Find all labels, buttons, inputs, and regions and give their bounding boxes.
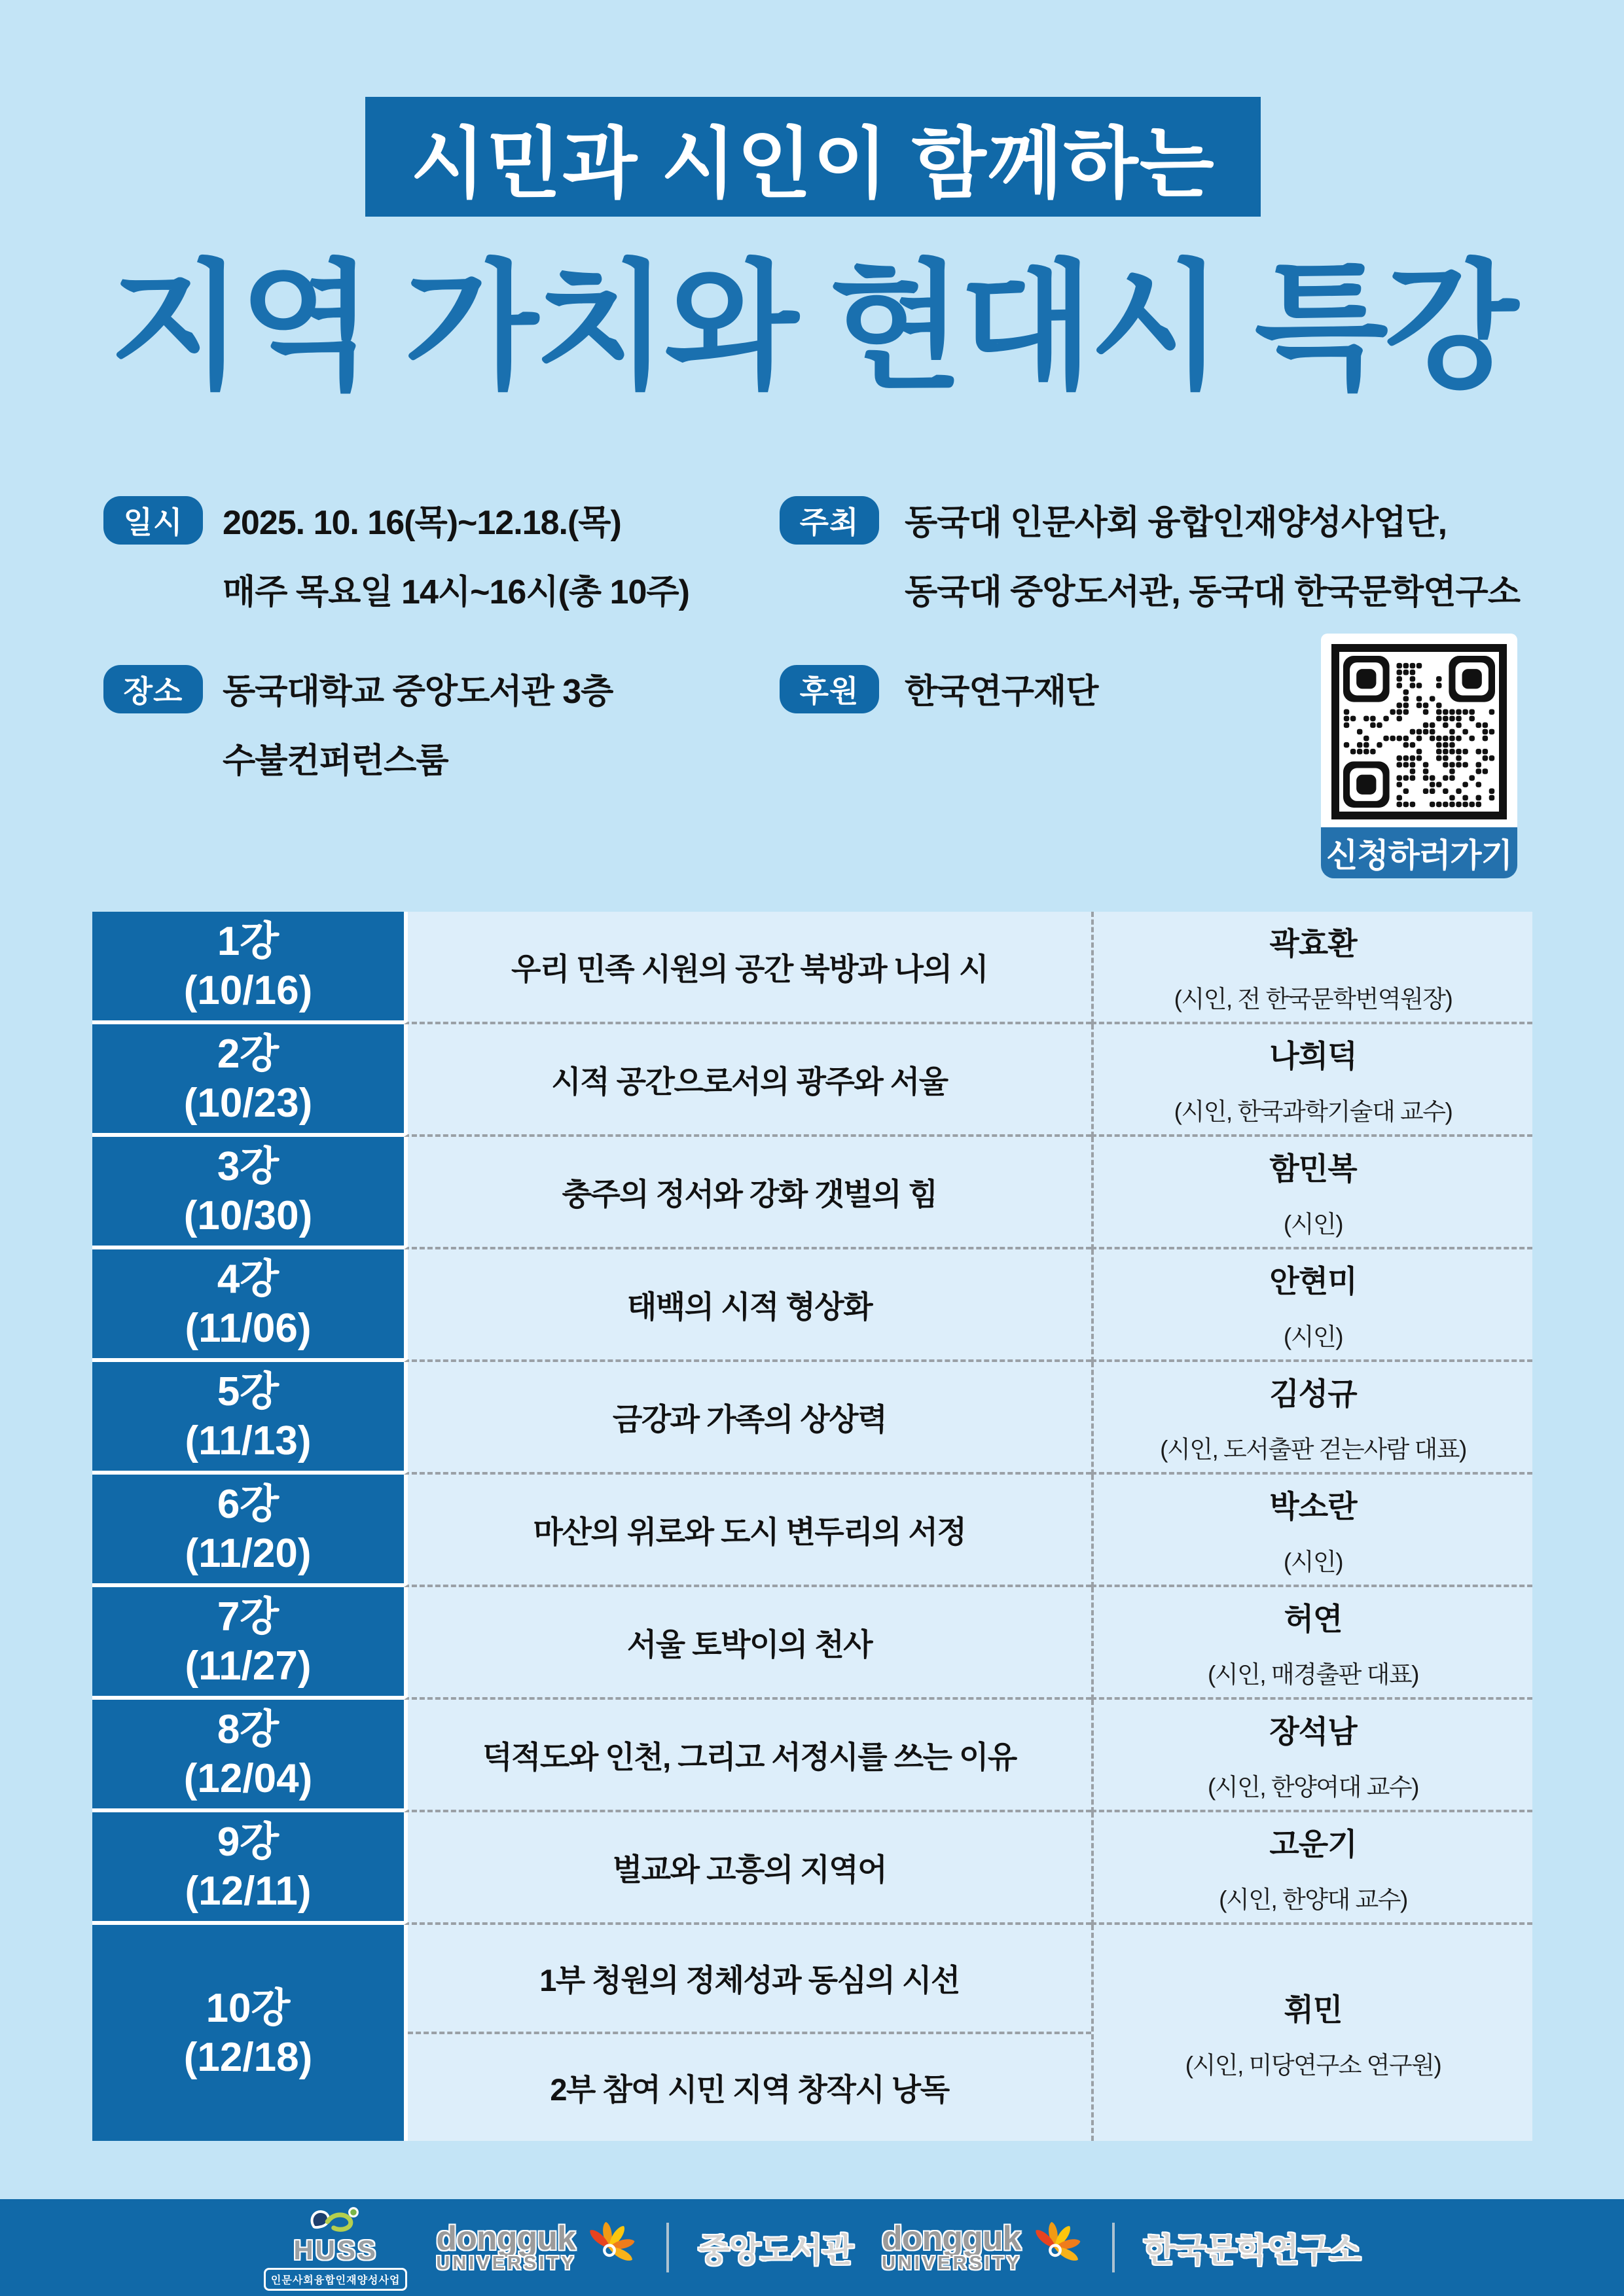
date-line1: 2025. 10. 16(목)~12.18.(목)	[223, 504, 621, 542]
banner-text: 시민과 시인이 함께하는	[410, 120, 1216, 207]
institute-label: 한국문학연구소	[1143, 2232, 1361, 2269]
topic-cell	[404, 1925, 1091, 2141]
topic-part1	[408, 1925, 1091, 2034]
session-date: (11/27)	[185, 1643, 312, 1689]
topic-text: 우리 민족 시원의 공간 북방과 나의 시	[511, 951, 988, 986]
schedule-table	[92, 912, 1532, 2141]
session-cell	[92, 1137, 404, 1249]
dongguk-university-text: UNIVERSITY	[436, 2252, 577, 2274]
table-row	[92, 1249, 1532, 1362]
topic-cell	[404, 1362, 1091, 1475]
lecturer-name: 김성규	[1269, 1376, 1357, 1411]
session-cell	[92, 1700, 404, 1812]
topic-cell	[404, 1137, 1091, 1249]
session-cell	[92, 1024, 404, 1137]
banner	[365, 97, 1261, 217]
session-date: (10/16)	[183, 968, 313, 1013]
dongguk-logo-2	[882, 2219, 1083, 2276]
session-date: (11/13)	[185, 1418, 312, 1463]
session-cell	[92, 912, 404, 1024]
dongguk-flower-icon	[581, 2219, 638, 2276]
session-date: (12/11)	[185, 1869, 312, 1914]
session-number: 9강	[217, 1819, 280, 1865]
topic-text: 서울 토박이의 천사	[626, 1626, 873, 1662]
topic-text: 태백의 시적 형상화	[626, 1289, 873, 1324]
table-row	[92, 1362, 1532, 1475]
huss-logo	[264, 2205, 407, 2291]
lecturer-affiliation: (시인, 한국과학기술대 교수)	[1174, 1098, 1453, 1125]
huss-subtitle: 인문사회융합인재양성사업	[264, 2268, 407, 2291]
dongguk-university-text: UNIVERSITY	[881, 2252, 1022, 2274]
lecturer-affiliation: (시인)	[1283, 1548, 1343, 1575]
topic-text: 2부 참여 시민 지역 창작시 낭독	[550, 2072, 949, 2107]
table-row	[92, 1137, 1532, 1249]
topic-cell	[404, 1249, 1091, 1362]
lecturer-affiliation: (시인, 전 한국문학번역원장)	[1174, 985, 1453, 1013]
huss-wordmark: HUSS	[293, 2234, 378, 2265]
session-date: (10/30)	[183, 1193, 313, 1238]
lecturer-cell	[1091, 1475, 1532, 1587]
topic-text: 시적 공간으로서의 광주와 서울	[551, 1064, 948, 1099]
topic-text: 벌교와 고흥의 지역어	[612, 1852, 887, 1887]
topic-text: 금강과 가족의 상상력	[612, 1401, 887, 1437]
lecturer-cell	[1091, 1137, 1532, 1249]
host-line2: 동국대 중앙도서관, 동국대 한국문학연구소	[905, 573, 1520, 611]
topic-text: 마산의 위로와 도시 변두리의 서정	[533, 1514, 966, 1549]
lecturer-name: 휘민	[1284, 1992, 1343, 2027]
topic-text: 덕적도와 인천, 그리고 서정시를 쓰는 이유	[482, 1739, 1017, 1774]
library-label: 중앙도서관	[698, 2232, 853, 2269]
host-badge: 주최	[780, 496, 879, 545]
topic-text: 1부 청원의 정체성과 동심의 시선	[539, 1963, 960, 1998]
lecturer-cell	[1091, 1024, 1532, 1137]
table-row	[92, 912, 1532, 1024]
lecturer-name: 곽효환	[1269, 925, 1357, 961]
footer-divider	[1112, 2223, 1115, 2272]
session-number: 2강	[217, 1031, 280, 1077]
date-line2: 매주 목요일 14시~16시(총 10주)	[223, 573, 689, 611]
lecturer-cell	[1091, 1362, 1532, 1475]
session-cell	[92, 1475, 404, 1587]
lecturer-affiliation: (시인, 한양여대 교수)	[1208, 1773, 1418, 1801]
lecturer-cell	[1091, 1249, 1532, 1362]
dongguk-wordmark: dongguk	[436, 2219, 575, 2257]
lecturer-name: 함민복	[1269, 1151, 1357, 1186]
date-badge: 일시	[103, 496, 203, 545]
topic-cell	[404, 912, 1091, 1024]
session-date: (11/06)	[185, 1306, 312, 1351]
qr-block	[1321, 634, 1517, 878]
venue-badge: 장소	[103, 665, 203, 713]
lecturer-affiliation: (시인)	[1283, 1323, 1343, 1350]
topic-cell	[404, 1475, 1091, 1587]
session-cell	[92, 1362, 404, 1475]
lecturer-cell	[1091, 1925, 1532, 2141]
topic-cell	[404, 1024, 1091, 1137]
topic-cell	[404, 1812, 1091, 1925]
session-number: 8강	[217, 1706, 280, 1752]
session-date: (12/04)	[183, 1756, 313, 1801]
apply-button[interactable]: 신청하러가기	[1321, 827, 1517, 878]
session-number: 7강	[217, 1594, 280, 1640]
session-cell	[92, 1249, 404, 1362]
table-row	[92, 1925, 1532, 2141]
session-cell	[92, 1925, 404, 2141]
footer-divider	[666, 2223, 669, 2272]
session-date: (11/20)	[185, 1531, 312, 1576]
lecturer-affiliation: (시인, 매경출판 대표)	[1208, 1660, 1418, 1688]
lecturer-name: 나희덕	[1269, 1038, 1357, 1073]
session-number: 1강	[217, 918, 280, 964]
huss-swan-icon	[304, 2205, 367, 2235]
table-row	[92, 1587, 1532, 1700]
session-cell	[92, 1587, 404, 1700]
lecturer-cell	[1091, 1587, 1532, 1700]
session-number: 6강	[217, 1481, 280, 1527]
lecturer-name: 장석남	[1269, 1713, 1357, 1749]
page-title: 지역 가치와 현대시 특강	[109, 249, 1515, 404]
table-row	[92, 1024, 1532, 1137]
session-number: 4강	[217, 1256, 280, 1302]
session-date: (10/23)	[183, 1081, 313, 1126]
dongguk-logo-1	[436, 2219, 638, 2276]
footer	[0, 2199, 1624, 2296]
qr-pattern	[1343, 656, 1495, 808]
qr-code[interactable]	[1321, 634, 1517, 827]
topic-cell	[404, 1587, 1091, 1700]
table-row	[92, 1812, 1532, 1925]
sponsor-badge: 후원	[780, 665, 879, 713]
dongguk-flower-icon	[1027, 2219, 1083, 2276]
session-date: (12/18)	[183, 2035, 313, 2080]
lecturer-name: 안현미	[1269, 1263, 1357, 1299]
lecturer-cell	[1091, 1700, 1532, 1812]
lecturer-affiliation: (시인, 한양대 교수)	[1219, 1886, 1407, 1913]
table-row	[92, 1475, 1532, 1587]
lecturer-name: 박소란	[1269, 1488, 1357, 1524]
session-number: 3강	[217, 1143, 280, 1189]
lecturer-name: 허연	[1284, 1601, 1343, 1636]
topic-cell	[404, 1700, 1091, 1812]
lecturer-affiliation: (시인)	[1283, 1210, 1343, 1238]
session-number: 10강	[206, 1985, 291, 2031]
venue-line2: 수불컨퍼런스룸	[223, 742, 448, 780]
session-number: 5강	[217, 1369, 280, 1414]
lecturer-affiliation: (시인, 미당연구소 연구원)	[1185, 2051, 1441, 2079]
dongguk-wordmark: dongguk	[881, 2219, 1021, 2257]
lecturer-name: 고운기	[1269, 1826, 1357, 1861]
session-cell	[92, 1812, 404, 1925]
topic-part2	[408, 2034, 1091, 2141]
lecturer-cell	[1091, 1812, 1532, 1925]
lecturer-affiliation: (시인, 도서출판 걷는사람 대표)	[1160, 1435, 1466, 1463]
host-line1: 동국대 인문사회 융합인재양성사업단,	[905, 504, 1447, 542]
venue-line1: 동국대학교 중앙도서관 3층	[223, 673, 613, 711]
lecturer-cell	[1091, 912, 1532, 1024]
topic-text: 충주의 정서와 강화 갯벌의 힘	[562, 1176, 937, 1211]
table-row	[92, 1700, 1532, 1812]
sponsor-line1: 한국연구재단	[905, 673, 1098, 711]
